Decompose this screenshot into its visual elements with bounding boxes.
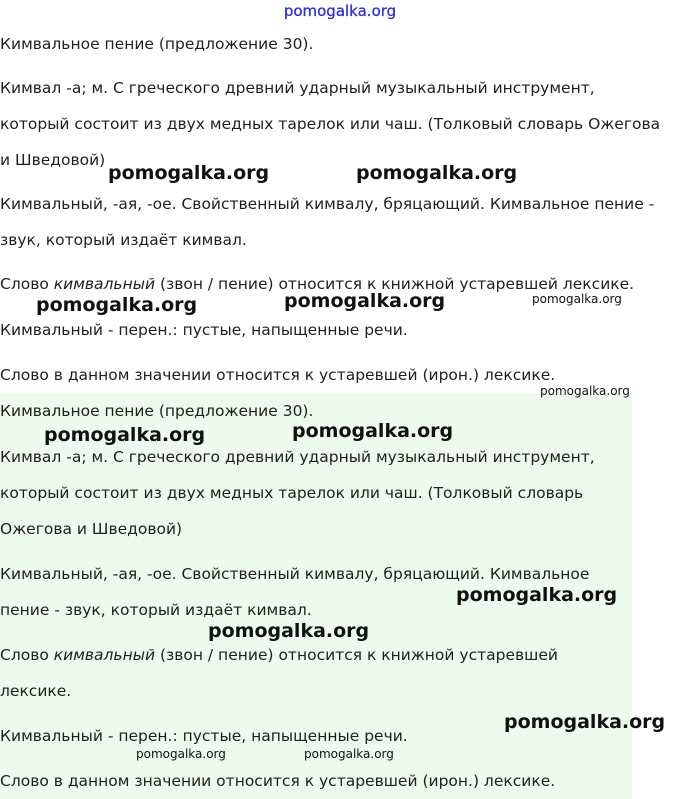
paragraph-title: Кимвальное пение (предложение 30). bbox=[0, 402, 314, 420]
word-usage-prefix: Слово bbox=[0, 275, 54, 293]
watermark-text: pomogalka.org bbox=[44, 424, 206, 446]
watermark-text: pomogalka.org bbox=[292, 420, 454, 442]
watermark-text: pomogalka.org bbox=[136, 747, 226, 761]
watermark-text: pomogalka.org bbox=[504, 711, 666, 733]
paragraph-adjective-line2: звук, который издаёт кимвал. bbox=[0, 231, 247, 249]
watermark-text: pomogalka.org bbox=[356, 162, 518, 184]
paragraph-word-usage-line2: лексике. bbox=[0, 682, 72, 700]
watermark-text: pomogalka.org bbox=[532, 292, 622, 306]
paragraph-adjective-line1: Кимвальный, -ая, -ое. Свойственный кимвалу, бряцающий. Кимвальное bbox=[0, 565, 590, 583]
paragraph-title: Кимвальное пение (предложение 30). bbox=[0, 35, 314, 53]
paragraph-ironic: Слово в данном значении относится к устаревшей (ирон.) лексике. bbox=[0, 772, 556, 790]
paragraph-definition-line1: Кимвал -а; м. С греческого древний ударный музыкальный инструмент, bbox=[0, 79, 595, 97]
paragraph-definition-line3: Ожегова и Шведовой) bbox=[0, 520, 183, 538]
watermark-text: pomogalka.org bbox=[304, 747, 394, 761]
word-usage-prefix: Слово bbox=[0, 646, 54, 664]
paragraph-definition-line2: который состоит из двух медных тарелок или чаш. (Толковый словарь Ожегова bbox=[0, 115, 661, 133]
word-usage-term: кимвальный bbox=[53, 646, 156, 664]
paragraph-word-usage bbox=[0, 637, 558, 673]
paragraph-ironic: Слово в данном значении относится к устаревшей (ирон.) лексике. bbox=[0, 366, 556, 384]
paragraph-figurative: Кимвальный - перен.: пустые, напыщенные речи. bbox=[0, 727, 408, 745]
site-header-watermark: pomogalka.org bbox=[283, 2, 397, 20]
word-usage-term: кимвальный bbox=[53, 275, 156, 293]
watermark-text: pomogalka.org bbox=[36, 294, 198, 316]
watermark-text: pomogalka.org bbox=[108, 162, 270, 184]
watermark-text: pomogalka.org bbox=[456, 584, 618, 606]
watermark-text: pomogalka.org bbox=[208, 620, 370, 642]
paragraph-adjective-line1: Кимвальный, -ая, -ое. Свойственный кимвалу, бряцающий. Кимвальное пение - bbox=[0, 195, 655, 213]
word-usage-suffix: (звон / пение) относится к книжной устаревшей bbox=[155, 646, 558, 664]
paragraph-figurative: Кимвальный - перен.: пустые, напыщенные речи. bbox=[0, 321, 408, 339]
paragraph-definition-line2: который состоит из двух медных тарелок или чаш. (Толковый словарь bbox=[0, 484, 584, 502]
word-usage-suffix: (звон / пение) относится к книжной устаревшей лексике. bbox=[155, 275, 635, 293]
watermark-text: pomogalka.org bbox=[284, 290, 446, 312]
paragraph-adjective-line2: пение - звук, который издаёт кимвал. bbox=[0, 601, 312, 619]
watermark-text: pomogalka.org bbox=[540, 384, 630, 398]
paragraph-definition-line1: Кимвал -а; м. С греческого древний ударный музыкальный инструмент, bbox=[0, 448, 595, 466]
paragraph-definition-line3: и Шведовой) bbox=[0, 151, 106, 169]
